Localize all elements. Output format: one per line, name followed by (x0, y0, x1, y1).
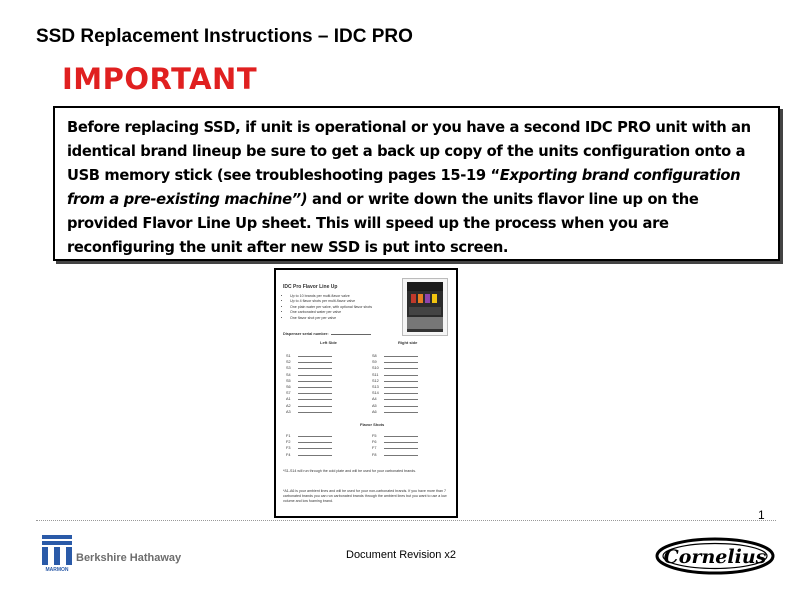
flavor-shots-right: F5 F6 F7 F8 (372, 433, 418, 458)
sheet-bullet: • Up to 4 flavor shots per multi-flavor valve (290, 299, 400, 304)
flavor-shots-heading: Flavor Shots (360, 422, 385, 427)
sheet-bullets (284, 294, 400, 321)
sheet-note-carbonated: *S1-S14 will run through the cold plate and will be used for your carbonated brands. (283, 469, 417, 473)
notice-box (53, 106, 780, 261)
sheet-note-ambient: *A1-A6 is your ambient lines and will be used for your non-carbonated brands. If you have more than 7 carbonated brands you can run carbonated brands through the ambient lines but you want to use a low volume and low foaming brand. (283, 489, 447, 503)
cornelius-logo (654, 535, 776, 577)
footer-divider (36, 520, 776, 521)
left-side-rows: S1 S2 S3 S4 S5 S6 S7 A1 A2 A3 (286, 353, 332, 415)
cornelius-text: Cornelius (663, 546, 767, 568)
berkshire-hathaway-text: Berkshire Hathaway (76, 552, 182, 564)
notice-text-italic: Exporting brand configuration from a pre-existing machine”) (67, 167, 741, 208)
serial-number-field: Dispenser serial number: (283, 332, 371, 336)
right-side-rows: S8 S9 S10 S11 S12 S13 S14 A4 A5 A6 (372, 353, 418, 415)
notice-text-2: and or write down the units flavor line up on the provided Flavor Line Up sheet. This will speed up the process when you are reconfiguring the unit after new SSD is put into screen. (67, 191, 699, 256)
sheet-bullet: • One flavor shot per per valve (290, 316, 400, 321)
sheet-bullet: • Up to 10 brands per multi-flavor valve (290, 294, 400, 299)
right-side-heading: Right side (398, 340, 418, 345)
notice-text-1: Before replacing SSD, if unit is operational or you have a second IDC PRO unit with an identical brand lineup be sure to get a back up copy of the units configuration onto a USB memory stick (see troubleshooting pages 15-19 “ (67, 119, 751, 184)
flavor-shots-left: F1 F2 F3 F4 (286, 433, 332, 458)
sheet-bullet: • One plain water per valve, with optional flavor shots (290, 305, 400, 310)
sheet-bullet: • One carbonated water per valve (290, 310, 400, 315)
dispenser-image (402, 278, 448, 336)
sheet-title: IDC Pro Flavor Line Up (283, 284, 338, 290)
page-number: 1 (758, 508, 765, 522)
left-side-heading: Left Side (320, 340, 337, 345)
marmon-text: MARMON (45, 567, 69, 573)
document-revision: Document Revision x2 (346, 549, 457, 561)
flavor-lineup-sheet (274, 268, 458, 518)
page-title: SSD Replacement Instructions – IDC PRO (36, 26, 413, 47)
important-heading: IMPORTANT (62, 62, 258, 96)
